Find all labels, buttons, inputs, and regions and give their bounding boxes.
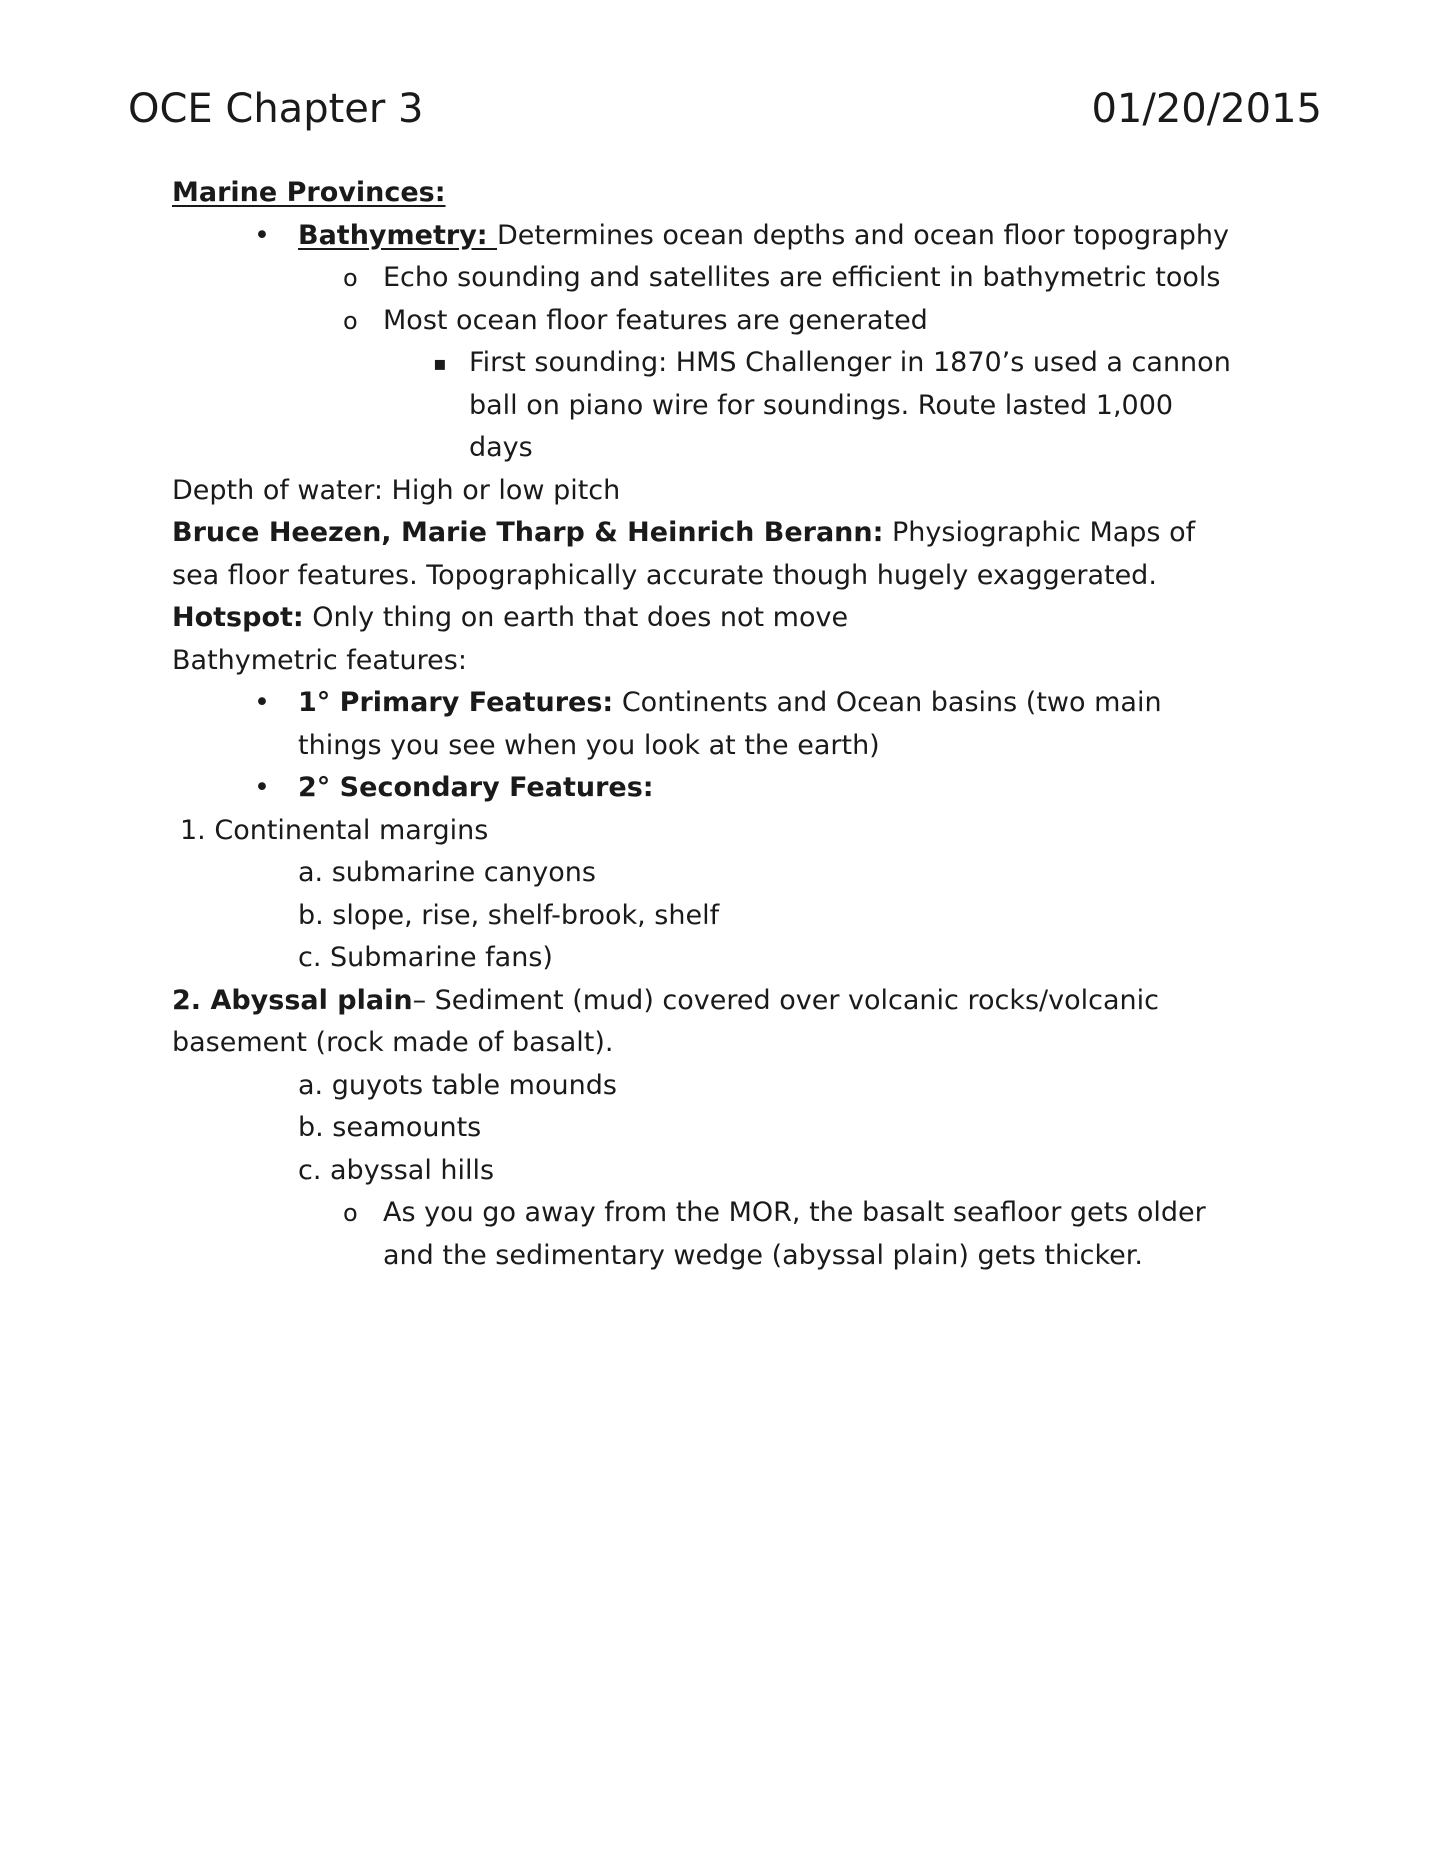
sub-bullet-icon: o <box>343 306 358 335</box>
bullet-icon: • <box>254 219 270 251</box>
abyssal-plain-line1: 2. Abyssal plain– Sediment (mud) covered over volcanic rocks/volcanic <box>172 984 1159 1016</box>
term-bathymetry: Bathymetry: <box>298 219 497 251</box>
list-item-bathymetry <box>172 215 1312 258</box>
list-item-slope-rise-shelf: b. slope, rise, shelf-brook, shelf <box>298 899 720 931</box>
bullet-icon: • <box>254 687 270 718</box>
list-item-first-sounding: ▪ First sounding: HMS Challenger in 1870’s used a cannon ball on piano wire for soundings. Route lasted 1,000 days <box>172 342 1312 470</box>
heezen-note-line2: sea floor features. Topographically accurate though hugely exaggerated. <box>172 559 1157 591</box>
list-item-submarine-canyons: a. submarine canyons <box>298 857 596 888</box>
sub-bullet-icon: o <box>343 1199 358 1227</box>
list-item-ocean-floor-features: o Most ocean floor features are generated <box>172 300 1312 343</box>
abyssal-plain-line2: basement (rock made of basalt). <box>172 1027 614 1058</box>
definition-bathymetry: Determines ocean depths and ocean floor topography <box>497 219 1229 251</box>
sub-bullet-icon: o <box>343 264 358 292</box>
list-item-abyssal-hills: c. abyssal hills <box>298 1154 495 1186</box>
document-date: 01/20/2015 <box>1091 86 1322 132</box>
depth-of-water-note: Depth of water: High or low pitch <box>172 474 621 506</box>
notes-body <box>172 172 1312 1277</box>
square-bullet-icon: ▪ <box>433 351 447 375</box>
list-item-guyots: a. guyots table mounds <box>298 1069 617 1101</box>
list-item-primary-features: • 1° Primary Features: Continents and Ocean basins (two main things you see when you look at the earth) <box>172 682 1312 767</box>
list-item-secondary-features: • 2° Secondary Features: <box>172 767 1312 810</box>
section-heading-marine-provinces: Marine Provinces: <box>172 177 446 208</box>
list-item-continental-margins: 1. Continental margins <box>180 814 489 846</box>
list-item-submarine-fans: c. Submarine fans) <box>298 942 553 973</box>
bullet-icon: • <box>254 772 270 803</box>
list-item-echo-sounding: o Echo sounding and satellites are efficient in bathymetric tools <box>172 257 1312 300</box>
heezen-note-line1: Bruce Heezen, Marie Tharp & Heinrich Berann: Physiographic Maps of <box>172 517 1196 548</box>
bathymetric-features-label: Bathymetric features: <box>172 644 467 676</box>
hotspot-note: Hotspot: Only thing on earth that does not move <box>172 602 849 633</box>
list-item-mor-note: o As you go away from the MOR, the basalt seafloor gets older and the sedimentary wedge (abyssal plain) gets thicker. <box>172 1192 1312 1277</box>
list-item-seamounts: b. seamounts <box>298 1112 482 1143</box>
document-title: OCE Chapter 3 <box>128 86 424 132</box>
